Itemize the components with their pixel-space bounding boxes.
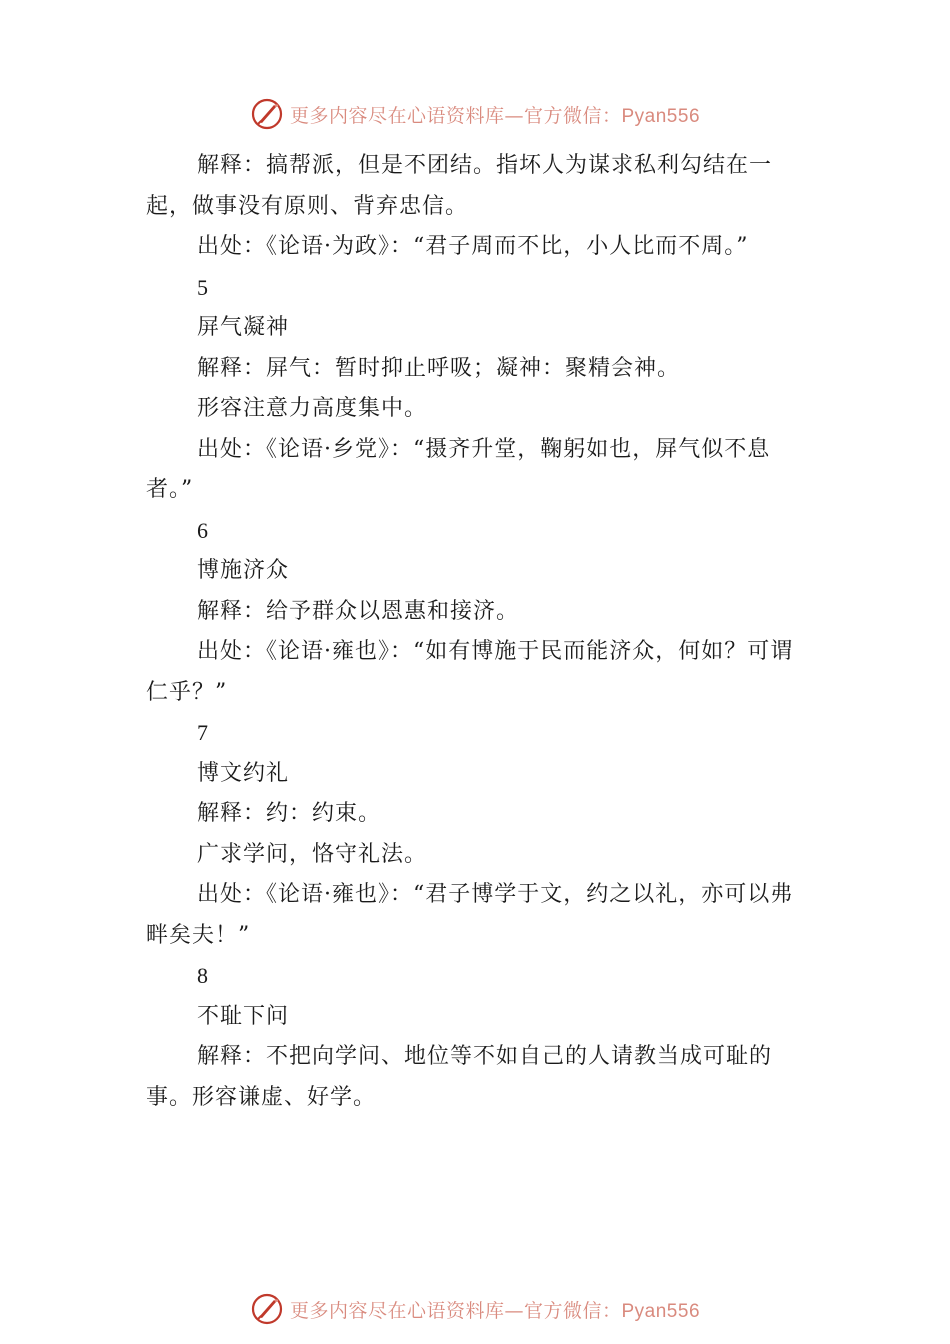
paragraph: 解释：屏气：暂时抑止呼吸；凝神：聚精会神。 [197, 355, 681, 381]
quill-logo-icon [250, 97, 284, 131]
banner-cn-text: 更多内容尽在心语资料库—官方微信： [289, 1299, 622, 1322]
banner-cn-text: 更多内容尽在心语资料库—官方微信： [289, 104, 622, 127]
banner-wechat-id: Pyan556 [621, 105, 701, 127]
document-body [146, 146, 808, 1118]
paragraph: 广求学问，恪守礼法。 [197, 841, 428, 867]
quill-logo-icon [250, 1292, 284, 1326]
entry-number: 6 [197, 517, 209, 543]
idiom-title: 博施济众 [197, 558, 290, 583]
paragraph: 形容注意力高度集中。 [197, 396, 428, 421]
paragraph: 解释：搞帮派，但是不团结。指坏人为谋求私利勾结在一起，做事没有原则、背弃忠信。 [146, 153, 773, 219]
paragraph: 解释：给予群众以恩惠和接济。 [197, 598, 520, 624]
paragraph: 出处：《论语·雍也》：“君子博学于文，约之以礼，亦可以弗畔矣夫！” [146, 882, 794, 948]
idiom-title: 屏气凝神 [197, 315, 290, 340]
footer-banner [0, 1289, 950, 1329]
entry-number: 7 [197, 720, 209, 745]
banner-text [290, 1296, 700, 1323]
entry-number: 5 [197, 274, 209, 300]
paragraph: 出处：《论语·雍也》：“如有博施于民而能济众，何如？可谓仁乎？” [146, 639, 794, 705]
idiom-title: 不耻下问 [197, 1003, 290, 1029]
banner-wechat-id: Pyan556 [621, 1300, 701, 1322]
entry-number: 8 [197, 963, 209, 988]
paragraph: 出处：《论语·乡党》：“摄齐升堂，鞠躬如也，屏气似不息者。” [146, 436, 771, 502]
banner-text [290, 101, 700, 128]
header-banner [0, 94, 950, 134]
paragraph: 出处：《论语·为政》：“君子周而不比，小人比而不周。” [197, 234, 749, 259]
paragraph: 解释：约：约束。 [197, 801, 382, 826]
idiom-title: 博文约礼 [197, 760, 290, 786]
paragraph: 解释：不把向学问、地位等不如自己的人请教当成可耻的事。形容谦虚、好学。 [146, 1044, 773, 1110]
